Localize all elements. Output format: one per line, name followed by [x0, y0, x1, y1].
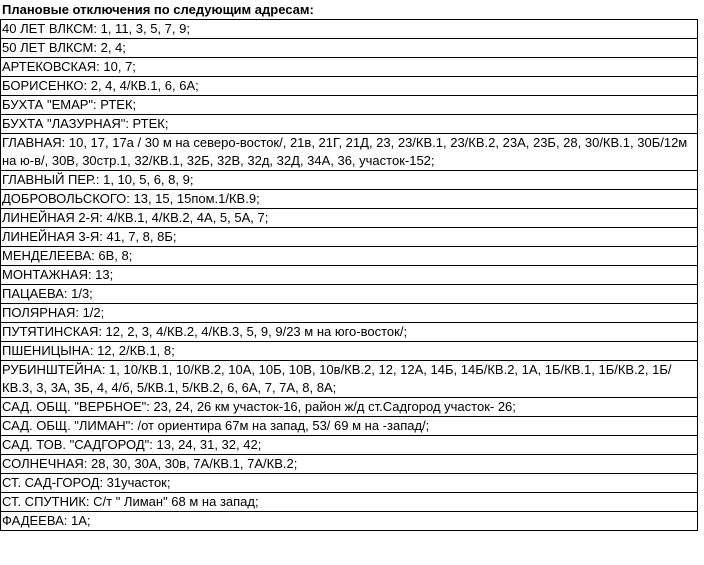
table-row: [1, 228, 698, 247]
table-row: [1, 474, 698, 493]
table-row: [1, 115, 698, 134]
table-row: [1, 58, 698, 77]
address-cell: ПОЛЯРНАЯ: 1/2;: [1, 304, 698, 323]
address-cell: 50 ЛЕТ ВЛКСМ: 2, 4;: [1, 39, 698, 58]
address-cell: РУБИНШТЕЙНА: 1, 10/КВ.1, 10/КВ.2, 10А, 10Б, 10В, 10в/КВ.2, 12, 12А, 14Б, 14Б/КВ.2, 1А, 1Б/КВ.1, 1Б/КВ.2, 1Б/КВ.3, 3, 3А, 3Б, 4, 4/б, 5/КВ.1, 5/КВ.2, 6, 6А, 7, 7А, 8, 8А;: [1, 361, 698, 398]
address-cell: 40 ЛЕТ ВЛКСМ: 1, 11, 3, 5, 7, 9;: [1, 20, 698, 39]
table-row: [1, 190, 698, 209]
address-cell: ПАЦАЕВА: 1/3;: [1, 285, 698, 304]
address-cell: ЛИНЕЙНАЯ 3-Я: 41, 7, 8, 8Б;: [1, 228, 698, 247]
address-cell: ЛИНЕЙНАЯ 2-Я: 4/КВ.1, 4/КВ.2, 4А, 5, 5А, 7;: [1, 209, 698, 228]
address-cell: ДОБРОВОЛЬСКОГО: 13, 15, 15пом.1/КВ.9;: [1, 190, 698, 209]
table-row: [1, 512, 698, 531]
address-cell: БУХТА "ЕМАР": РТЕК;: [1, 96, 698, 115]
address-cell: ГЛАВНАЯ: 10, 17, 17а / 30 м на северо-восток/, 21в, 21Г, 21Д, 23, 23/КВ.1, 23/КВ.2, 23А, 23Б, 28, 30/КВ.1, 30Б/12м на ю-в/, 30В, 30стр.1, 32/КВ.1, 32Б, 32В, 32д, 32Д, 34А, 36, участок-152;: [1, 134, 698, 171]
table-row: [1, 455, 698, 474]
table-row: [1, 398, 698, 417]
table-row: [1, 134, 698, 171]
table-row: [1, 171, 698, 190]
address-cell: САД. ОБЩ. "ЛИМАН": /от ориентира 67м на запад, 53/ 69 м на -запад/;: [1, 417, 698, 436]
sheet-title: Плановые отключения по следующим адресам:: [2, 2, 314, 17]
address-cell: ПШЕНИЦЫНА: 12, 2/КВ.1, 8;: [1, 342, 698, 361]
address-cell: БОРИСЕНКО: 2, 4, 4/КВ.1, 6, 6А;: [1, 77, 698, 96]
address-cell: ГЛАВНЫЙ ПЕР.: 1, 10, 5, 6, 8, 9;: [1, 171, 698, 190]
table-row: [1, 323, 698, 342]
address-cell: БУХТА "ЛАЗУРНАЯ": РТЕК;: [1, 115, 698, 134]
table-row: [1, 285, 698, 304]
address-cell: СТ. САД-ГОРОД: 31участок;: [1, 474, 698, 493]
table-row: [1, 20, 698, 39]
table-row: [1, 39, 698, 58]
table-row: [1, 436, 698, 455]
table-row: [1, 417, 698, 436]
table-row: [1, 77, 698, 96]
table-row: [1, 342, 698, 361]
address-cell: САД. ТОВ. "САДГОРОД": 13, 24, 31, 32, 42;: [1, 436, 698, 455]
table-row: [1, 266, 698, 285]
address-cell: АРТЕКОВСКАЯ: 10, 7;: [1, 58, 698, 77]
address-cell: ФАДЕЕВА: 1А;: [1, 512, 698, 531]
table-row: [1, 209, 698, 228]
address-table: [0, 19, 698, 531]
address-cell: САД. ОБЩ. "ВЕРБНОЕ": 23, 24, 26 км участок-16, район ж/д ст.Садгород участок- 26;: [1, 398, 698, 417]
table-row: [1, 361, 698, 398]
table-row: [1, 247, 698, 266]
table-row: [1, 493, 698, 512]
table-row: [1, 304, 698, 323]
address-cell: ПУТЯТИНСКАЯ: 12, 2, 3, 4/КВ.2, 4/КВ.3, 5, 9, 9/23 м на юго-восток/;: [1, 323, 698, 342]
address-cell: МЕНДЕЛЕЕВА: 6В, 8;: [1, 247, 698, 266]
address-cell: МОНТАЖНАЯ: 13;: [1, 266, 698, 285]
address-cell: СОЛНЕЧНАЯ: 28, 30, 30А, 30в, 7А/КВ.1, 7А/КВ.2;: [1, 455, 698, 474]
address-cell: СТ. СПУТНИК: С/т " Лиман" 68 м на запад;: [1, 493, 698, 512]
table-row: [1, 96, 698, 115]
